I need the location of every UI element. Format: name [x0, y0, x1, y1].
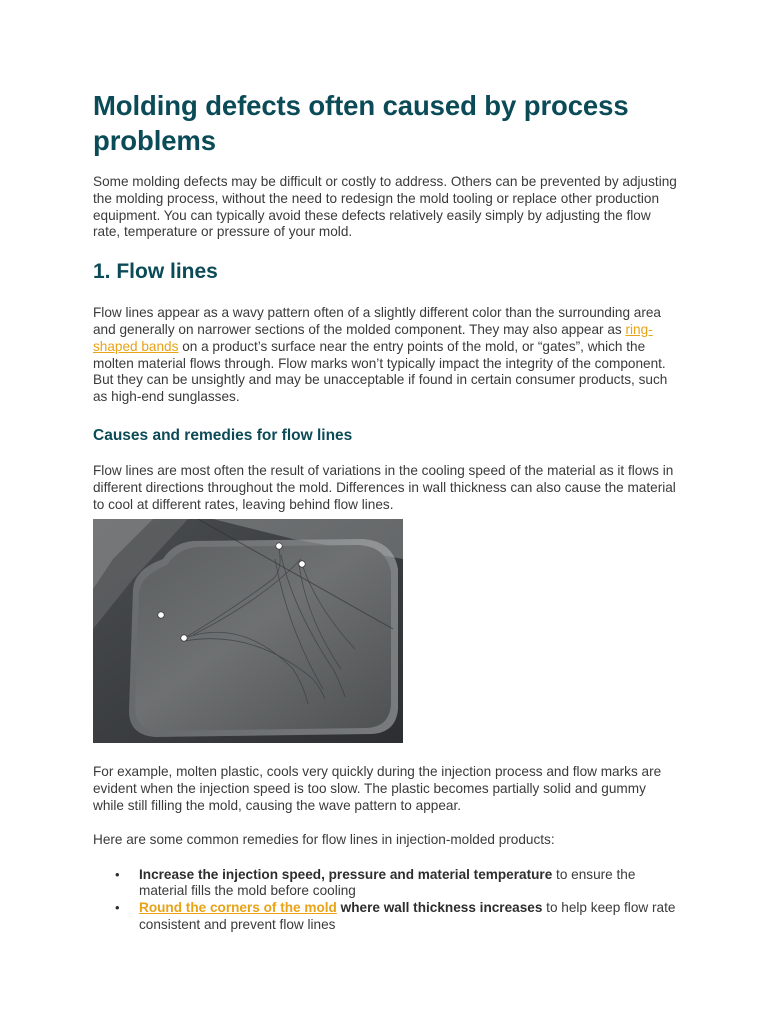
section-heading-flow-lines: 1. Flow lines — [93, 260, 218, 284]
article — [93, 88, 678, 934]
round-corners-link[interactable]: Round the corners of the mold — [139, 900, 337, 916]
paragraph-text: on a product’s surface near the entry points of the mold, or “gates”, which the molten material flows through. Flow marks won’t typically impact the integrity of the component. But they can be unsightly and may be unacceptable if found in certain consumer products, such as high-end sunglasses. — [93, 338, 668, 405]
paragraph-text: Flow lines appear as a wavy pattern often of a slightly different color than the surrounding area and generally on narrower sections of the molded component. They may also appear as — [93, 305, 661, 337]
remedy-bold-text: Increase the injection speed, pressure and material temperature — [139, 866, 553, 882]
intro-paragraph: Some molding defects may be difficult or costly to address. Others can be prevented by adjusting the molding process, without the need to redesign the mold tooling or replace other production equipment. You can typically avoid these defects relatively easily simply by adjusting the flow rate, temperature or pressure of your mold. — [93, 174, 677, 240]
flow-lines-photo — [93, 519, 403, 743]
causes-paragraph: Flow lines are most often the result of variations in the cooling speed of the material as it flows in different directions throughout the mold. Differences in wall thickness can also cause the material to cool at different rates, leaving behind flow lines. — [93, 462, 676, 512]
remedy-text: to help keep flow rate consistent and prevent flow lines — [139, 900, 676, 932]
remedy-bold-text: where wall thickness increases — [336, 900, 543, 916]
list-item — [139, 900, 678, 934]
remedy-text: to ensure the material fills the mold before cooling — [139, 866, 636, 899]
page-title: Molding defects often caused by process problems — [93, 90, 629, 156]
example-paragraph: For example, molten plastic, cools very quickly during the injection process and flow marks are evident when the injection speed is too slow. The plastic becomes partially solid and gummy while still filling the mold, causing the wave pattern to appear. — [93, 764, 662, 813]
subheading-causes-remedies: Causes and remedies for flow lines — [93, 426, 353, 444]
ring-shaped-bands-link[interactable]: ring-shaped bands — [93, 321, 653, 354]
flow-lines-paragraph — [93, 305, 678, 406]
list-item — [139, 867, 678, 901]
remedies-intro-paragraph: Here are some common remedies for flow lines in injection-molded products: — [93, 831, 555, 847]
remedies-list — [93, 867, 678, 934]
